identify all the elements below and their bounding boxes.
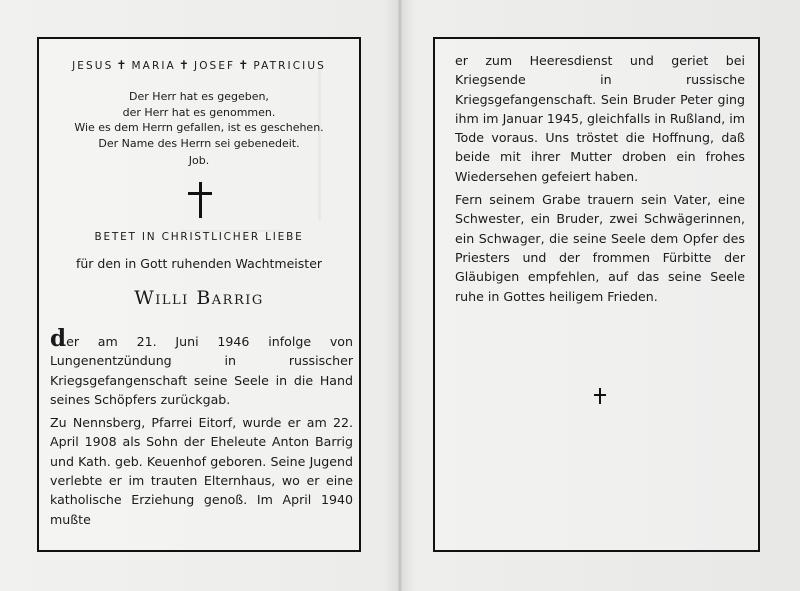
quote-line: der Herr hat es genommen. [122,105,276,119]
quote-line: Der Herr hat es gegeben, [129,90,269,103]
quote-line: Wie es dem Herrn gefallen, ist es geschehen. [74,121,324,135]
biography-paragraph: er zum Heeresdienst und geriet bei Kriegsende in russische Kriegsgefangenschaft. Sein Bruder Peter ging ihm im Januar 1945, gleichfalls in Rußland, im Tode voraus. Uns tröstet die Hoffnung, daß beide mit ihrer Mutter droben ein frohes Wiedersehen gefeiert haben. [455,53,745,184]
prayer-request-heading: BETET IN CHRISTLICHER LIEBE [94,231,304,243]
biography-paragraph: Zu Nennsberg, Pfarrei Eitorf, wurde er am 22. April 1908 als Sohn der Eheleute Anton Barrig und Kath. geb. Keuenhof geboren. Seine Jugend verlebte er im trauten Elternhaus, wo er eine katholische Erziehung genoß. Im April 1940 mußte [50,415,353,527]
cross-separator-icon: ✝ [178,58,191,72]
drop-cap: d [50,325,67,352]
biography-text-left [50,325,353,533]
quote-source: Job. [188,154,210,168]
holy-name: MARIA [131,60,176,72]
mourners-paragraph: Fern seinem Grabe trauern sein Vater, eine Schwester, ein Bruder, zwei Schwägerinnen, ein Schwager, die seine Seele dem Opfer des Priesters und der frommen Fürbitte der Gläubigen empfehlen, auf das seine Seele ruhe in Gottes heiligem Frieden. [455,192,745,304]
biography-text-right [455,51,745,310]
scripture-quote [39,89,359,169]
holy-names-header [39,58,359,72]
holy-name: JESUS [72,60,114,72]
quote-line: Der Name des Herrn sei gebenedeit. [98,136,300,150]
holy-name: JOSEF [194,60,236,72]
dedication-line: für den in Gott ruhenden Wachtmeister [75,256,323,271]
holy-name: PATRICIUS [253,60,326,72]
cross-separator-icon: ✝ [238,58,251,72]
biography-paragraph [50,325,353,409]
cross-separator-icon: ✝ [116,58,129,72]
deceased-name: Willi Barrig [134,287,264,309]
right-page [433,37,760,552]
latin-cross-icon [186,182,216,218]
small-cross-icon [593,388,607,404]
paragraph-text: er am 21. Juni 1946 infolge von Lungenentzündung in russischer Kriegsgefangenschaft seine Seele in die Hand seines Schöpfers zurückgab. [50,334,353,407]
left-page [37,37,361,552]
fold-line [398,0,402,591]
